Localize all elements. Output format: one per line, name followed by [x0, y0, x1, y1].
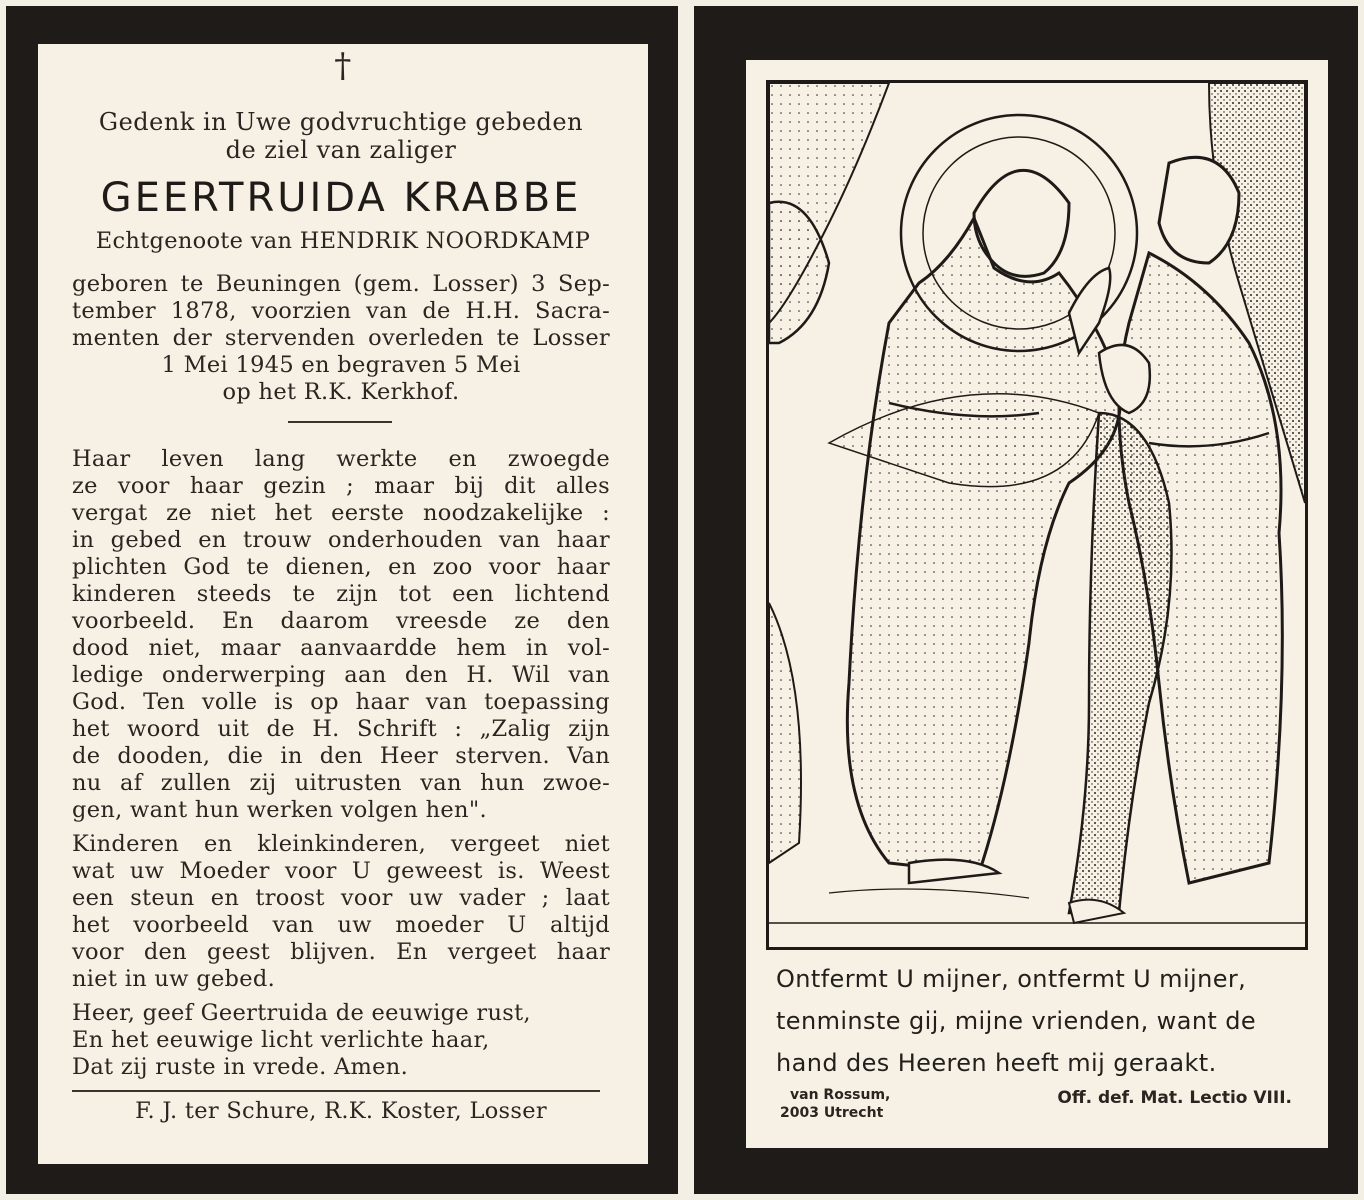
paragraph1-line-2: ze voor haar gezin ; maar bij dit alles — [72, 473, 610, 499]
scripture-reference: Off. def. Mat. Lectio VIII. — [1057, 1088, 1292, 1108]
heading-line-2: de ziel van zaliger — [225, 136, 457, 164]
paragraph1-line-11: het woord uit de H. Schrift : „Zalig zijn — [72, 716, 610, 742]
paragraph1-line-1: Haar leven lang werkte en zwoegde — [72, 446, 610, 472]
divider-long — [72, 1090, 600, 1092]
paragraph2-line-4: het voorbeeld van uw moeder U altijd — [72, 912, 610, 938]
prayer-line-2: En het eeuwige licht verlichte haar, — [72, 1027, 490, 1053]
publisher-line-1: van Rossum, — [790, 1087, 891, 1103]
paragraph1-line-12: de dooden, die in den Heer sterven. Van — [72, 743, 610, 769]
bio-line-3: menten der stervenden overleden te Losser — [72, 325, 610, 351]
paragraph1-line-8: dood niet, maar aanvaardde hem in vol- — [72, 635, 610, 661]
bio-line-2: tember 1878, voorzien van de H.H. Sacra- — [72, 298, 610, 324]
cross-icon: † — [334, 46, 352, 86]
bio-line-4: 1 Mei 1945 en begraven 5 Mei — [161, 352, 521, 378]
paragraph2-line-2: wat uw Moeder voor U geweest is. Weest — [72, 858, 610, 884]
paragraph1-line-14: gen, want hun werken volgen hen". — [72, 797, 487, 823]
bio-line-5: op het R.K. Kerkhof. — [222, 379, 460, 405]
paragraph1-line-7: voorbeeld. En daarom vreesde ze den — [72, 608, 610, 634]
publisher-line-2: 2003 Utrecht — [780, 1105, 884, 1121]
paragraph1-line-5: plichten God te dienen, en zoo voor haar — [72, 554, 610, 580]
paragraph1-line-3: vergat ze niet het eerste noodzakelijke : — [72, 500, 610, 526]
paragraph1-line-6: kinderen steeds te zijn tot een lichtend — [72, 581, 610, 607]
bio-line-1: geboren te Beuningen (gem. Losser) 3 Sep- — [72, 271, 610, 297]
prayer-line-1: Heer, geef Geertruida de eeuwige rust, — [72, 1000, 531, 1026]
heading-line-1: Gedenk in Uwe godvruchtige gebeden — [98, 108, 584, 136]
prayer-line-3: Dat zij ruste in vrede. Amen. — [72, 1054, 409, 1080]
card-paper-right — [746, 60, 1328, 1148]
paragraph2-line-6: niet in uw gebed. — [72, 966, 276, 992]
paragraph1-line-13: nu af zullen zij uitrusten van hun zwoe- — [72, 770, 610, 796]
paragraph1-line-4: in gebed en trouw onderhouden van haar — [72, 527, 610, 553]
spouse-line: Echtgenoote van HENDRIK NOORDKAMP — [95, 228, 591, 254]
printer-line: F. J. ter Schure, R.K. Koster, Losser — [135, 1098, 547, 1124]
illustration-frame — [766, 80, 1308, 950]
paragraph1-line-9: ledige onderwerping aan den H. Wil van — [72, 662, 610, 688]
caption-line-3: hand des Heeren heeft mij geraakt. — [776, 1049, 1217, 1077]
divider-short — [288, 421, 392, 423]
caption-line-1: Ontfermt U mijner, ontfermt U mijner, — [776, 965, 1247, 993]
memorial-card-text-side — [6, 6, 678, 1194]
paragraph2-line-5: voor den geest blijven. En vergeet haar — [72, 939, 610, 965]
paragraph2-line-3: een steun en troost voor uw vader ; laat — [72, 885, 610, 911]
paragraph2-line-1: Kinderen en kleinkinderen, vergeet niet — [72, 831, 610, 857]
card-paper-left — [38, 44, 648, 1164]
paragraph1-line-10: God. Ten volle is op haar van toepassing — [72, 689, 610, 715]
christ-with-figures-illustration — [769, 83, 1305, 947]
caption-line-2: tenminste gij, mijne vrienden, want de — [776, 1007, 1257, 1035]
memorial-card-image-side — [694, 6, 1358, 1194]
deceased-name: GEERTRUIDA KRABBE — [100, 175, 582, 221]
